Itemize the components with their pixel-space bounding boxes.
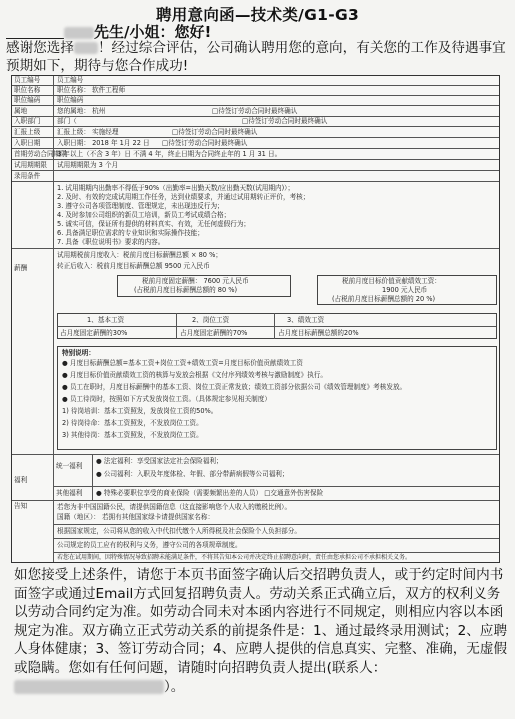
intro-text-a: 感谢您选择 [6, 40, 74, 56]
label-probation: 试用期期限 [14, 161, 47, 169]
salary-note: 1) 待岗培训：基本工资照发，发放岗位工资的50%。 [62, 407, 218, 415]
salary-pct-basic: 占月度固定薪酬的30% [60, 329, 128, 337]
label-contract: 首期劳动合同期限 [14, 150, 67, 158]
salary-col-position: 2、岗位工资 [192, 316, 230, 324]
label-dept: 入职部门 [14, 117, 41, 125]
fixed-salary-text: 税前月度固定薪酬： 7600 元人民币 [142, 277, 249, 285]
label-report: 汇报上级 [14, 128, 41, 136]
salary-regular-line: 转正后收入：税前月度目标薪酬总额 9500 元入民币 [57, 262, 210, 270]
salary-note: ● 月度目标价值贡献绩效工资的核算与发放会根据《文付序列绩效考核与激励制度》执行。 [62, 371, 328, 379]
redacted-contact [14, 680, 164, 694]
salary-pct-position: 占月度固定薪酬的70% [180, 329, 248, 337]
value-report: 汇报上级： 实施经理 [57, 128, 119, 136]
welfare-special: ● 特殊必要职位享受的商业保险（需要频繁出差的人员） □交通意外伤害保险 [96, 489, 324, 497]
value-join-date: 入职日期： 2018 年 1月 22 日 [57, 139, 150, 147]
label-position: 职位名称 [14, 86, 41, 94]
redacted-name [64, 27, 94, 39]
condition-item: 7. 具备《职位说明书》要求的内容。 [57, 238, 165, 246]
value-contract: 3 年以上（不含 3 年）日 不满 4 年，终止日期为合同终止年的 1 月 31 日。 [57, 150, 282, 158]
redacted-company [74, 42, 98, 54]
condition-item: 2. 及时、有效的完成试用期工作任务，达到业绩要求，并通过试用期转正评价，考核； [57, 193, 310, 201]
condition-item: 4. 及时参加公司组织的新员工培训，新员工考试成绩合格； [57, 211, 231, 219]
notice-item: 公司规定的员工应有的权利与义务，遵守公司的各项规章制度。 [57, 541, 242, 549]
salary-note: 2) 待岗待命：基本工资照发，不发放岗位工资。 [62, 419, 203, 427]
condition-item: 5. 诚实可信，保证所有提供的材料真实、有效，无任何虚假行为； [57, 220, 251, 228]
salary-col-performance: 3、绩效工资 [287, 316, 325, 324]
label-emp-no: 员工编号 [14, 76, 41, 84]
fixed-salary-pct: (占税前月度目标薪酬总额的 80 %) [134, 286, 238, 294]
notice-item: 国籍（地区）： 若拥有其他国家绿卡请提供国家名称： [57, 513, 215, 521]
intro-paragraph [6, 40, 511, 75]
label-pos-code: 职位编码 [14, 96, 41, 104]
page-title: 聘用意向函—技术类/G1-G3 [155, 6, 360, 24]
welfare-uniform-label: 统一福利 [56, 462, 83, 470]
salary-note: ● 员工待岗时，按照如下方式发放岗位工资。（具体规定参见相关制度） [62, 395, 271, 403]
notice-item: 若您在试用期间，因特殊情况导致招聘未能满足条件，不将其告知本公司并决定终止招聘意向时，责任由您承担公司不承担相关义务。 [57, 554, 412, 561]
offer-form [11, 75, 500, 563]
value-dept-sign: □待签订劳动合同时最终确认 [242, 117, 328, 125]
notice-item: 若您为非中国国籍公民，请提供国籍信息（这直接影响您个人收入的缴税比例）。 [57, 503, 292, 511]
closing-paragraph [14, 566, 509, 696]
label-join-date: 入职日期 [14, 139, 41, 147]
value-location: 您的属地： 杭州 [57, 107, 106, 115]
condition-item: 6. 具备满足职位需求的专业知识和实际操作技能； [57, 229, 204, 237]
notice-item: 根据国家规定，公司将从您的收入中代扣代缴个人所得税及社会保险个人负担部分。 [57, 527, 301, 535]
salary-note: ● 月度目标薪酬总额=基本工资+岗位工资+绩效工资=月度目标价值贡献绩效工资 [62, 359, 303, 367]
closing-tail: ）。 [164, 678, 185, 695]
value-report-sign: □待签订劳动合同时最终确认 [172, 128, 258, 136]
performance-salary-pct: (占税前月度目标薪酬总额的 20 %) [332, 295, 436, 303]
label-welfare: 福利 [14, 476, 28, 484]
value-dept: 部门（ [57, 117, 77, 125]
welfare-other-label: 其他福利 [56, 489, 83, 497]
performance-salary-text: 税前月度目标价值贡献绩效工资： [342, 277, 441, 285]
closing-text: 如您接受上述条件，请您于本页书面签字确认后交招聘负责人，或于约定时间内书面签字或通过Email方式回复招聘负责人。劳动关系正式确立后，双方的权利义务以劳动合同约定为准。如劳动合同未对本函内容进行不同规定，则相应内容以本函规定为准。双方确立正式劳动关系的前提条件是：1、通过最终录用测试；2、应聘人身体健康；3、签订劳动合同；4、应聘人提供的信息真实、完整、准确，无虚假或隐瞒。您如有任何问题，请随时向招聘负责人提出(联系人： [14, 567, 508, 676]
label-notice: 告知 [14, 502, 28, 510]
value-probation: 试用期期限为 3 个月 [57, 161, 119, 169]
greeting-text: 先生/小姐：您好! [94, 23, 212, 41]
value-emp-no: 员工编号 [57, 76, 84, 84]
salary-probation-line: 试用期税前月度收入：税前月度目标薪酬总额 × 80 %； [57, 251, 222, 259]
value-join-sign: □待签订劳动合同时最终确认 [162, 139, 248, 147]
label-conditions: 录用条件 [14, 172, 41, 180]
label-location: 属地 [14, 107, 28, 115]
welfare-company: ● 公司福利：入职及年度体检、年假、部分带薪病假等公司福利； [96, 470, 289, 478]
salary-pct-performance: 占月度目标薪酬总额的20% [278, 329, 359, 337]
name-blank [6, 25, 64, 39]
salary-note: 3) 其他待岗：基本工资照发，不发放岗位工资。 [62, 431, 203, 439]
intro-text-b: ！经过综合评估，公司确认聘用您的意向，有关您的工作及待遇事宜预期如下，期待与您合作成功! [6, 40, 506, 74]
value-position: 职位名称： 软件工程师 [57, 86, 126, 94]
welfare-statutory: ● 法定福利：享受国家法定社会保险福利； [96, 457, 223, 465]
value-pos-code: 职位编码 [57, 96, 84, 104]
value-location-sign: □待签订劳动合同时最终确认 [212, 107, 298, 115]
condition-item: 3. 遵守公司各项管理制度、管理规定，未出现违反行为； [57, 202, 224, 210]
greeting [6, 21, 211, 42]
salary-note: ● 员工在职时，月度目标薪酬中的基本工资、岗位工资正常发放；绩效工资部分依据公司《绩效管理制度》考核发放。 [62, 383, 407, 391]
label-salary: 薪酬 [14, 264, 28, 272]
salary-col-basic: 1、基本工资 [87, 316, 125, 324]
condition-item: 1. 试用期期内出勤率不得低于90%（出勤率=出勤天数/应出勤天数(试用期内)）； [57, 184, 295, 192]
salary-notes-title: 特别说明： [62, 349, 95, 357]
performance-salary-amount: 1900 元人民币 [382, 286, 428, 294]
